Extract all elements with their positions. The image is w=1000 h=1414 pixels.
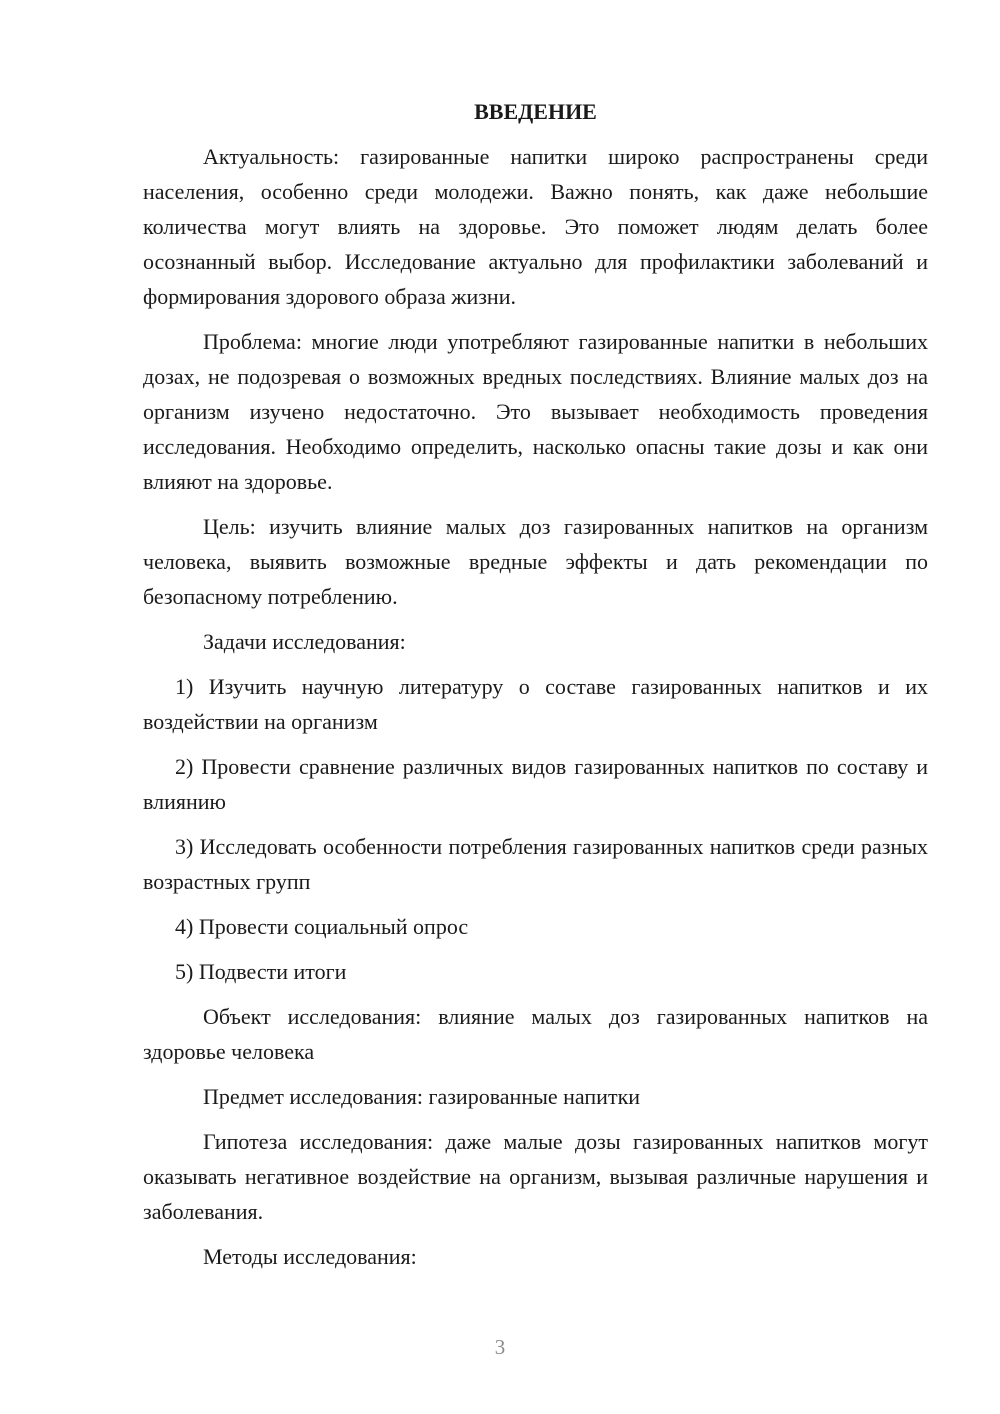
paragraph-subject: Предмет исследования: газированные напитки [203,1084,641,1109]
document-page [143,94,928,1274]
paragraph-relevance: Актуальность: газированные напитки широко распространены среди населения, особенно среди молодежи. Важно понять, как даже небольшие количества могут влиять на здоровье. Это поможет людям делать более осознанный выбор. Исследование актуально для профилактики заболеваний и формирования здорового образа жизни. [143,144,928,309]
task-item-2: 2) Провести сравнение различных видов газированных напитков по составу и влиянию [143,754,928,814]
page-number: 3 [494,1335,506,1359]
paragraph-hypothesis: Гипотеза исследования: даже малые дозы газированных напитков могут оказывать негативное воздействие на организм, вызывая различные нарушения и заболевания. [143,1129,928,1224]
task-item-3: 3) Исследовать особенности потребления газированных напитков среди разных возрастных групп [143,834,928,894]
paragraph-problem: Проблема: многие люди употребляют газированные напитки в небольших дозах, не подозревая о возможных вредных последствиях. Влияние малых доз на организм изучено недостаточно. Это вызывает необходимость проведения исследования. Необходимо определить, насколько опасны такие дозы и как они влияют на здоровье. [143,329,928,494]
paragraph-goal: Цель: изучить влияние малых доз газированных напитков на организм человека, выявить возможные вредные эффекты и дать рекомендации по безопасному потреблению. [143,514,928,609]
task-item-5: 5) Подвести итоги [175,959,347,984]
paragraph-tasks-heading: Задачи исследования: [203,629,406,654]
paragraph-object: Объект исследования: влияние малых доз газированных напитков на здоровье человека [143,1004,928,1064]
task-item-4: 4) Провести социальный опрос [175,914,469,939]
page-title: ВВЕДЕНИЕ [474,99,597,124]
paragraph-methods: Методы исследования: [203,1244,417,1269]
task-item-1: 1) Изучить научную литературу о составе газированных напитков и их воздействии на организм [143,674,928,734]
